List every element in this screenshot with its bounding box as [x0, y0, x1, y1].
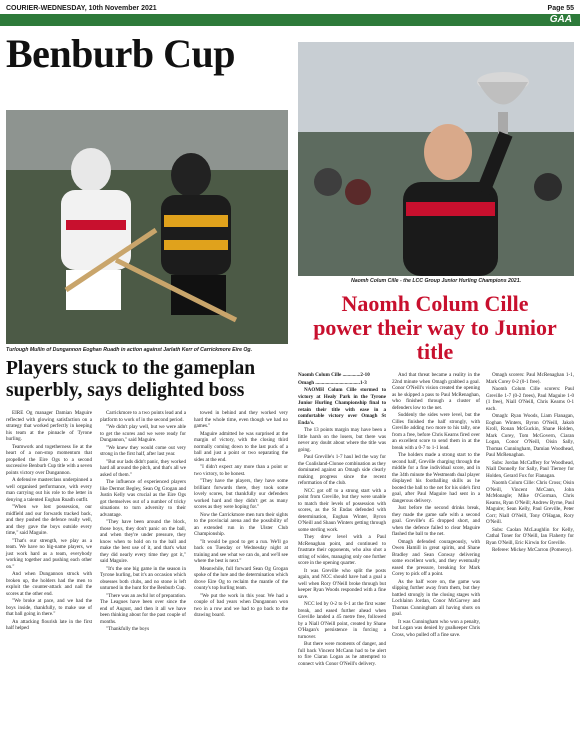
paragraph: "There was an awful lot of preparation. The Leagues have been over since the end of August, and then it all we have been thinking about for the past couple of months. — [100, 592, 187, 625]
paragraph: towed in behind and they worked very hard the whole time, even though we had no games." — [194, 410, 288, 429]
team-celebration-illustration — [298, 42, 574, 276]
photo1-caption: Turlough Mullin of Dungannon Eoghan Ruadh in action against Jarlath Kerr of Carrickmore Eire Og. — [6, 347, 253, 353]
section-label: GAA — [549, 14, 572, 25]
paragraph: "We broke at pace, and we had the boys inside, thankfully, to make use of that ball going in there." — [6, 598, 92, 617]
photo2-caption: Naomh Colum Cille - the LCC Group Junior Hurling Champions 2021. — [350, 278, 522, 284]
page-header — [6, 2, 574, 14]
paragraph: The influence of experienced players like Dermot Begley, Sean Og Grogan and Justin Kelly was crucial as the Eire Ogs got themselves out of a number of tricky situations to turn adversity to their advantage. — [100, 479, 186, 518]
paragraph: Suddenly the sides were level, but the Cilles finished the half strongly, with Greville adding two more to his tally, one from a free, before Chris Kearns fired over an excellent score to send them in at the break with a 0-7 to 1-1 lead. — [392, 412, 480, 451]
paragraph: "It would be good to get a run. We'll go back on Tuesday or Wednesday night at training and see what we can do, and we'll see where the best is next." — [194, 538, 288, 564]
paragraph: Paul Greville's 1-7 haul led the way for the Coalisland-Clonoe combination as they dominated against an Omagh side clearly making progress since the recent reformation of the club. — [298, 454, 386, 486]
paragraph: A defensive masterclass underpinned a well organised performance, with every man carrying out his role to the letter in denying a talented Eoghan Ruadh outfit. — [6, 477, 92, 503]
team-omagh: Omagh: Ryan Woods, Liam Flanagan, Eoghan Winters, Byron O'Neill, Jakob Kroll, Ronan McGuckin, Shane Holden, Mark Corey, Tom McGovern, Ciaran Logan, Conor O'Neill, Oisin Sally, Thomas Cunningham, Damian Woodhead, Paul McRenaghan. — [486, 413, 574, 458]
team-celebration-photo — [298, 42, 574, 276]
right-article-col2 — [392, 372, 480, 639]
hurling-action-photo — [6, 110, 288, 344]
scorers-omagh: Omagh scorers: Paul McRenaghan 1-1, Mark Corey 0-2 (0-1 free). — [486, 372, 574, 385]
paragraph: And that threat became a reality in the 22nd minute when Omagh grabbed a goal. Conor O'Neill's vision created the opening as he skipped a pass to Paul McRenaghan, who finished through a cluster of defenders low to the net. — [392, 372, 480, 411]
paragraph: Maguire admitted he was surprised at the margin of victory, with the closing third normally coming down to the last puck of a ball and just a point or two separating the sides at the end. — [194, 430, 288, 463]
left-headline: Players stuck to the gameplan superbly, says delighted boss — [6, 358, 256, 401]
score-line-ncc: Naomh Colum Cille ..............2-10 — [298, 372, 370, 378]
publication-date: COURIER-WEDNESDAY, 10th November 2021 — [6, 5, 157, 12]
paragraph: "They have been around the block, those boys, they don't panic on the ball, and when they're under pressure, they know when to hold on to the ball and make the best use of it, and that's what they did nearly every time they got it," said Maguire. — [100, 519, 186, 564]
paragraph: Carrickmore to a two points lead and a platform to work of in the second period. — [100, 410, 186, 423]
paragraph: As the half wore on, the game was slipping further away from them, but they battled strongly in the closing stages with Lochlainn Jordan, Conor McGarvey and Thomas Cunningham all having shots on goal. — [392, 578, 480, 617]
paragraph: The holders made a strong start to the second half, Greville charging through the middle for a fine individual score, and in the 34th minute the Westmeath dual player displayed his footballing skills as he booted the ball to the net for his side's first goal, after Paul Maguire had sent in a dangerous delivery. — [392, 452, 480, 504]
paragraph: "Thankfully the boys — [106, 626, 150, 632]
left-article-col3 — [194, 410, 288, 620]
paragraph: They drew level with a Paul McRenaghan point, and continued to frustrate their opponents, who also shot a string of wides, managing only one further score in the opening quarter. — [298, 534, 386, 566]
right-article-col1 — [298, 372, 386, 668]
paragraph: NCC got off to a strong start with a point from Greville, but they were unable to match their levels of possession with scores, as the St Endas defended with determination, Eoghan Winter, Byron O'Neill and Shaun Winters getting through some sterling work. — [298, 487, 386, 533]
paragraph: Omagh defended courageously, with Owen Hamill in great spirits, and Shane Bradley and Sean Conway delivering some excellent work, and they eventually eased the pressure, breaking for Mark Corey to pick off a point. — [392, 538, 480, 577]
referee: Referee: Mickey McCarron (Pomeroy). — [492, 547, 573, 553]
subs-omagh: Subs: Jordan McCaffery for Woodhead, Niall Donnelly for Sally, Paul Tierney for Holden, Gerard Fox for Flanagan. — [486, 459, 574, 479]
paragraph: "We knew they would come out very strong in the first half, after last year. — [100, 444, 186, 457]
lead-paragraph: NAOMH Colum Cille stormed to victory at Healy Park in the Tyrone Junior Hurling Championship final to retain their title with ease in a comfortable victory over Omagh St Enda's. — [298, 387, 386, 426]
paragraph: An attacking flourish late in the first half helped — [6, 618, 92, 631]
paragraph: "We didn't play well, but we were able to get the scores and we were ready for Dungannon," said Maguire. — [100, 424, 186, 443]
section-bar — [0, 14, 580, 26]
paragraph: Meanwhile, full forward Sean Og Grogan spoke of the lure and the determination which drove Eire Og to reclaim the mantle of the county's top hurling team. — [194, 565, 288, 591]
right-article-col3 — [486, 372, 574, 555]
paragraph: Just before the second drinks break, they made the game safe with a second goal. Greville's 45 dropped short, and when the defence failed to clear Maguire flashed the ball to the net. — [392, 505, 480, 537]
paragraph: "It's the one big game in the season in Tyrone hurling, but it's an occasion which obsesses both clubs, and no stone is left unturned in the hunt for the Benburb Cup. — [100, 565, 186, 591]
paragraph: "But our lads didn't panic, they worked hard all around the pitch, and that's all we asked of them." — [100, 458, 186, 478]
page-number: Page 55 — [547, 5, 574, 12]
left-article-col2 — [100, 410, 186, 634]
left-article-col1 — [6, 410, 92, 633]
paragraph: NCC led by 0-2 to 0-1 at the first water break, and eased further ahead when Greville landed a 45 metre free, followed by a Niall O'Neill point, created by Shane O'Hagan's persistence in forcing a turnover. — [298, 601, 386, 640]
paragraph: But there were moments of danger, and full back Vincent McCann had to be alert to fire Ciaran Logan as he attempted to connect with Conor O'Neill's delivery. — [298, 641, 386, 667]
score-line-omagh: Omagh ...................................1-3 — [298, 379, 367, 386]
paragraph: It was Cunningham who won a penalty, but Logan was denied by goalkeeper Chris Cross, who pulled off a fine save. — [392, 618, 480, 638]
right-headline: Naomh Colum Cille power their way to Junior title — [313, 291, 557, 364]
paragraph: And when Dungannon struck with broken up, the holders had the men to exploit the counter-attack and nail the scores at the other end. — [6, 571, 92, 597]
paragraph: "They have the players, they have some brilliant forwards there, they took some lovely scores, but thankfully our defenders worked hard and they didn't get as many scores as they were hoping for." — [194, 478, 288, 510]
paragraph: Now the Carrickmore men turn their sights to the provincial arena and the possibility of an extended run in the Ulster Club Championship. — [194, 511, 288, 537]
paragraph: "I didn't expect any more than a point or two victory, to be honest. — [194, 464, 288, 477]
paragraph: Teamwork and togetherness lie at the heart of a non-stop momentum that propelled the Eire Ogs to a second successive Benburb Cup title with a seven points victory over Dungannon. — [6, 443, 93, 476]
team-ncc: Naomh Colum Cille: Chris Cross; Oisin O'Neill, Vincent McCann, John McMonagle; Mike O'Gorman, Chris Kearns, Ryan O'Neill; Andrew Byrne, Paul Maguire; Sean Kelly, Paul Greville, Peter Corr; Niall O'Neill, Tony O'Hagan, Rory O'Neill. — [486, 480, 574, 525]
paragraph: It was Greville who split the posts again, and NCC should have had a goal a well when Rory O'Neill broke through but keeper Ryan Woods responded with a fine save. — [298, 567, 386, 600]
scorers-ncc: Naomh Colum Cille scorers: Paul Greville 1-7 (0-2 frees), Paul Maguire 1-0 (1 free), Niall O'Neill, Chris Kearns 0-1 each. — [486, 386, 574, 412]
paragraph: "That's our strength, we play as a team. We have no big-name players, we just work hard as a team, everybody working together and pushing each other on." — [6, 537, 92, 570]
subs-ncc: Subs: Caolan McLaughlin for Kelly, Cathal Toner for O'Neill, Ian Flaherty for Ryan O'Neill, Eric Kirwin for Greville. — [486, 526, 574, 546]
page-title: Benburb Cup — [6, 31, 236, 76]
paragraph: The 13 points margin may have been a little harsh on the losers, but there was never any doubt about where the title was going. — [298, 427, 386, 453]
paragraph: "We put the work in this year. We had a couple of bad years when Dungannon won two in a row and we had to go back to the drawing board. — [194, 592, 288, 618]
paragraph: EIRE Og manager Damian Maguire reflected with glowing satisfaction on a strategy that worked perfectly in keeping his team at the pinnacle of Tyrone hurling. — [6, 410, 92, 442]
hurling-action-illustration — [6, 110, 288, 344]
paragraph: "When we lost possession, our midfield and our forwards tracked back, and they pushed the defence really well, and they gave the boys outside every time," said Maguire. — [6, 504, 92, 536]
